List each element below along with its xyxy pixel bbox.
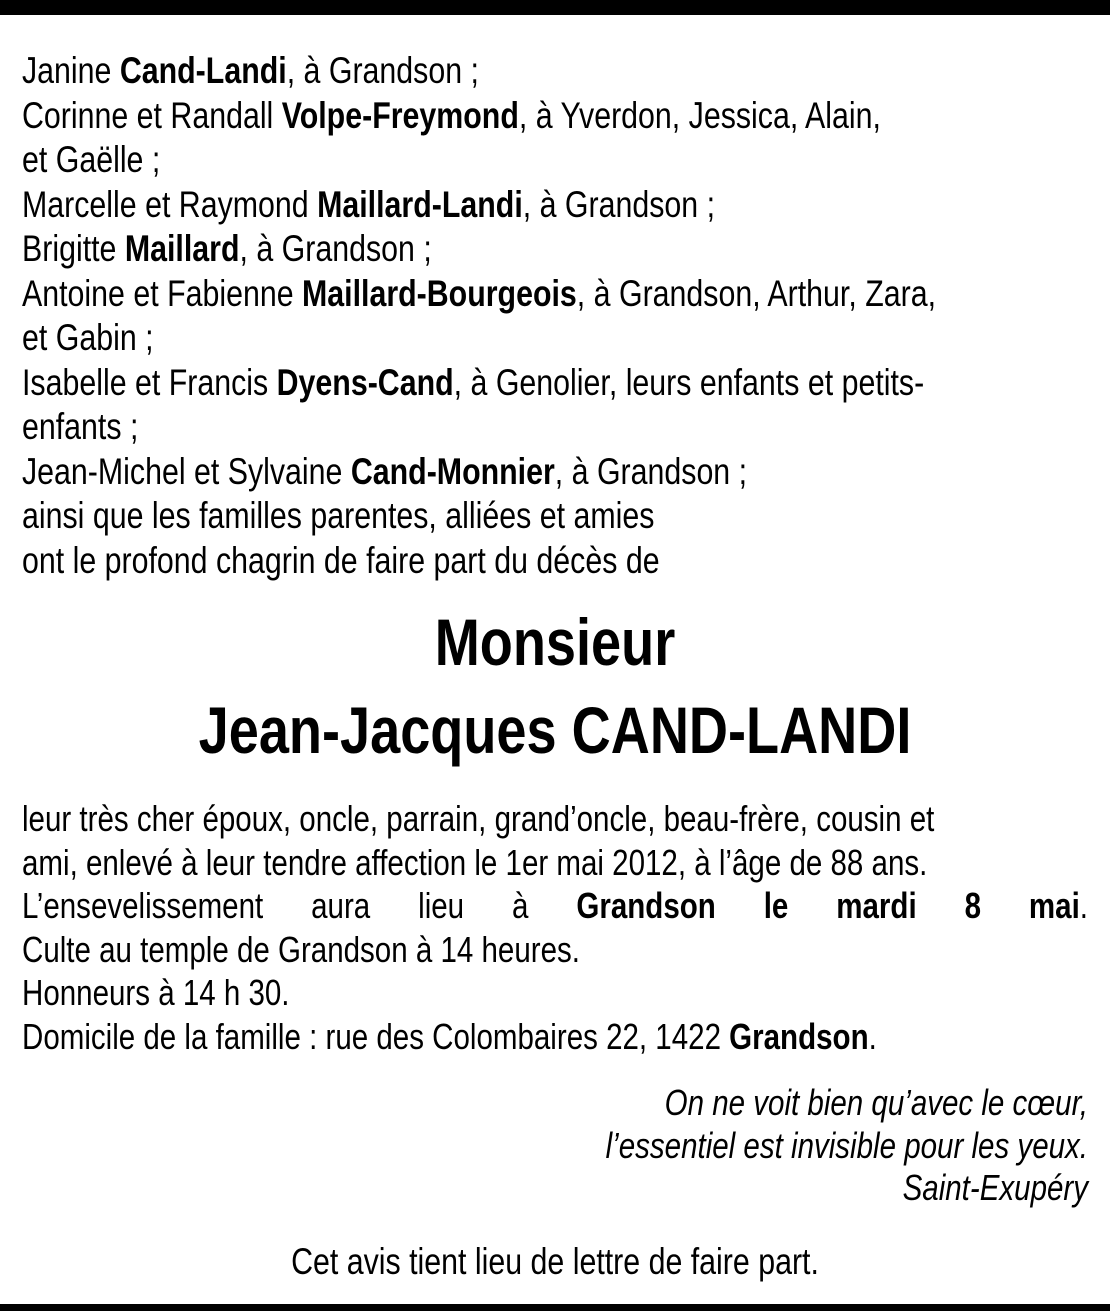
family-line-suffix: , à Grandson, Arthur, Zara,	[576, 272, 937, 314]
burial-date-bold: Grandson le mardi 8 mai	[576, 885, 1080, 926]
top-border-bar	[0, 0, 1110, 15]
details-suffix: .	[868, 1015, 877, 1057]
family-name: Maillard-Bourgeois	[302, 272, 577, 314]
family-line-suffix: , à Grandson ;	[286, 50, 479, 91]
family-name: Cand-Monnier	[350, 450, 555, 492]
bottom-border-bar	[0, 1304, 1110, 1311]
family-line-suffix: , à Grandson ;	[239, 228, 432, 269]
details-line	[22, 928, 1088, 972]
details-text: L’ensevelissement aura lieu à	[22, 885, 577, 926]
quote-attribution: Saint-Exupéry	[902, 1167, 1088, 1208]
family-line	[22, 227, 1088, 272]
family-line-text: Antoine et Fabienne	[22, 272, 303, 314]
quote-line: l’essentiel est invisible pour les yeux.	[605, 1124, 1088, 1166]
family-name: Dyens-Cand	[276, 361, 454, 403]
details-suffix: .	[1079, 885, 1089, 926]
family-line-text: Isabelle et Francis	[22, 361, 277, 403]
deceased-title	[22, 598, 1088, 774]
details-text: Domicile de la famille : rue des Colombaires 22, 1422	[22, 1015, 730, 1057]
details-text: ami, enlevé à leur tendre affection le 1er mai 2012, à l’âge de 88 ans.	[22, 841, 928, 883]
family-line	[22, 49, 1088, 94]
family-line-text: Janine	[22, 50, 120, 91]
details-text: Culte au temple de Grandson à 14 heures.	[22, 928, 580, 970]
family-name: Cand-Landi	[119, 50, 287, 91]
family-line-text: et Gaëlle ;	[22, 139, 161, 180]
family-line-text: enfants ;	[22, 406, 139, 447]
family-line-text: ont le profond chagrin de faire part du décès de	[22, 539, 660, 581]
family-line	[22, 494, 1088, 539]
family-line-text: Marcelle et Raymond	[22, 183, 318, 225]
details-text: Honneurs à 14 h 30.	[22, 972, 290, 1013]
family-line-text: Jean-Michel et Sylvaine	[22, 450, 351, 492]
quote-block	[22, 1082, 1088, 1210]
title-salutation: Monsieur	[434, 605, 676, 679]
family-line-text: Corinne et Randall	[22, 94, 282, 136]
family-line	[22, 138, 1088, 183]
details-text: leur très cher époux, oncle, parrain, grand’oncle, beau-frère, cousin et	[22, 798, 935, 839]
family-home-city-bold: Grandson	[729, 1015, 869, 1057]
announcement-details	[22, 797, 1088, 1058]
family-line	[22, 183, 1088, 228]
family-name: Volpe-Freymond	[281, 94, 519, 136]
family-line	[22, 539, 1088, 584]
family-line	[22, 94, 1088, 139]
family-name: Maillard	[124, 228, 240, 269]
family-line	[22, 272, 1088, 317]
family-line	[22, 450, 1088, 495]
quote-line: On ne voit bien qu’avec le cœur,	[664, 1082, 1088, 1123]
family-line	[22, 316, 1088, 361]
family-list	[22, 49, 1088, 583]
family-name: Maillard-Landi	[317, 183, 523, 225]
deceased-name: Jean-Jacques CAND-LANDI	[198, 693, 912, 767]
family-line-suffix: , à Genolier, leurs enfants et petits-	[453, 361, 925, 403]
details-line	[22, 841, 1088, 885]
family-line	[22, 361, 1088, 406]
details-line	[22, 971, 1088, 1015]
closing-line: Cet avis tient lieu de lettre de faire part.	[291, 1241, 819, 1282]
family-line-suffix: , à Yverdon, Jessica, Alain,	[518, 94, 881, 136]
family-line-suffix: , à Grandson ;	[554, 450, 748, 492]
details-line	[22, 1015, 1088, 1059]
details-line	[22, 797, 1088, 841]
burial-line	[22, 884, 1088, 928]
family-line-text: Brigitte	[22, 228, 125, 269]
family-line	[22, 405, 1088, 450]
family-line-text: ainsi que les familles parentes, alliées et amies	[22, 495, 655, 536]
family-line-text: et Gabin ;	[22, 317, 154, 358]
family-line-suffix: , à Grandson ;	[522, 183, 716, 225]
